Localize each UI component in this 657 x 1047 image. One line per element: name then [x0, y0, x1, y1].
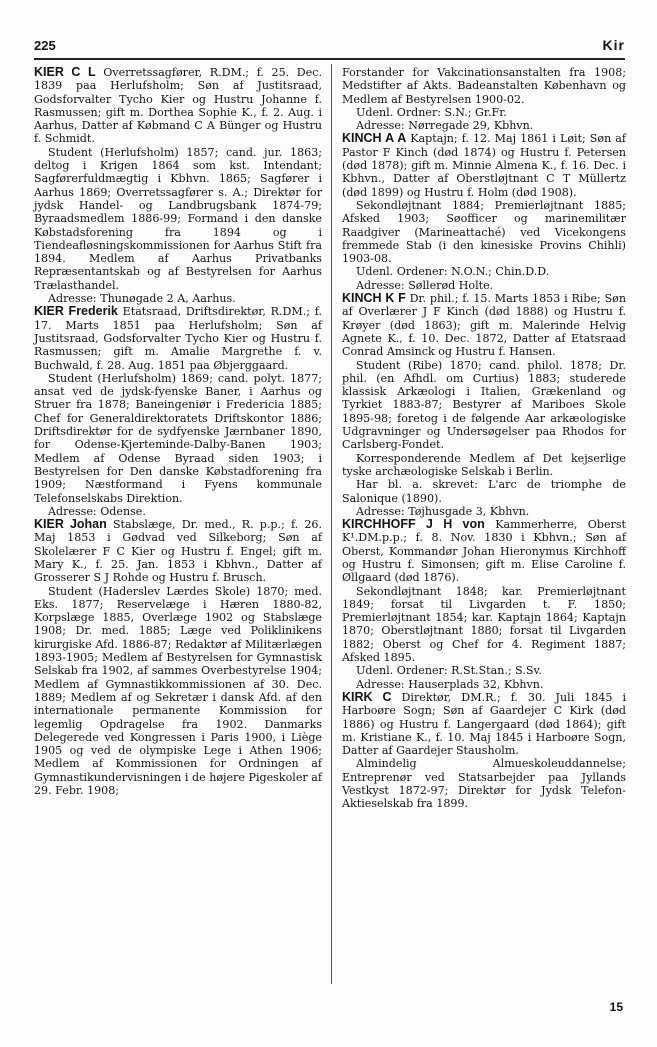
entry-kier-c-l	[34, 66, 322, 305]
entry-address: Adresse: Søllerød Holte.	[356, 278, 494, 292]
entry-text: Dr. phil.; f. 15. Marts 1853 i Ribe; Søn af Overlærer J F Kinch (død 1888) og Hustru f. Krøyer (død 1863); gift m. Malerinde Helvig Agnete K., f. 10. Dec. 1872, Datter af Etatsraad Conrad Amsinck og Hustru f. Hansen.	[342, 292, 626, 359]
entry-kier-frederik	[34, 305, 322, 518]
entry-kinch-k-f	[342, 292, 626, 518]
entry-text: Stabslæge, Dr. med., R. p.p.; f. 26. Maj 1853 i Gødvad ved Silkeborg; Søn af Skolelærer F C Kier og Hustru f. Engel; gift m. Mary K., f. 25. Jan. 1853 i Kbhvn., Datter af Grosserer S J Rohde og Hustru f. Brusch.	[34, 518, 322, 585]
left-column	[34, 66, 322, 797]
entry-address: Adresse: Tøjhusgade 3, Kbhvn.	[356, 504, 530, 518]
entry-orders: Udenl. Ordener: R.St.Stan.; S.Sv.	[356, 664, 542, 678]
entry-name: KIRK C	[342, 689, 392, 704]
entry-text: Overretssagfører, R.DM.; f. 25. Dec. 1839 paa Herlufsholm; Søn af Justitsraad, Godsforvalter Tycho Kier og Hustru Johanne f. Rasmussen; gift m. Dorthea Sophie K., f. 2. Aug. i Aarhus, Datter af Købmand C A Bünger og Hustru f. Schmidt.	[34, 66, 322, 146]
entry-kinch-a-a	[342, 132, 626, 292]
entry-kier-johan	[34, 518, 322, 797]
entry-address: Adresse: Hauserplads 32, Kbhvn.	[356, 677, 544, 691]
entry-text: Har bl. a. skrevet: L'arc de triomphe de Salonique (1890).	[342, 478, 626, 505]
entry-kirchhoff	[342, 518, 626, 691]
entry-text: Student (Herlufsholm) 1869; cand. polyt. 1877; ansat ved de jydsk-fyenske Baner, i Aarhus og Struer fra 1878; Baneingeniør i Fredericia 1885; Chef for Generaldirektoratets Driftskontor 1886; Driftsdirektør for de sydfyenske Jærnbaner 1890, for Odense-Kjerteminde-Dalby-Banen 1903; Medlem af Odense Byraad siden 1903; i Bestyrelsen for Den danske Købstadforening fra 1909; Næstformand i Fyens kommunale Telefonselskabs Direktion.	[34, 371, 322, 505]
entry-text: Forstander for Vakcinationsanstalten fra 1908; Medstifter af Akts. Badeanstalten København og Medlem af Bestyrelsen 1900-02.	[342, 66, 626, 106]
entry-text: Kaptajn; f. 12. Maj 1861 i Løit; Søn af Pastor F Kinch (død 1874) og Hustru f. Petersen (død 1878); gift m. Minnie Almena K., f. 16. Dec. i Kbhvn., Datter af Oberstløjtnant C T Müllertz (død 1899) og Hustru f. Holm (død 1908).	[342, 132, 626, 199]
right-column	[342, 66, 626, 811]
running-head-word: Kir	[602, 37, 625, 53]
entry-kier-johan-continued	[342, 66, 626, 132]
entry-address: Adresse: Odense.	[48, 504, 146, 518]
entry-text: Korresponderende Medlem af Det kejserlige tyske archæologiske Selskab i Berlin.	[342, 451, 626, 478]
entry-text: Etatsraad, Driftsdirektør, R.DM.; f. 17. Marts 1851 paa Herlufsholm; Søn af Justitsraad, Godsforvalter Tycho Kier og Hustru f. Rasmussen; gift m. Amalie Margrethe f. v. Buchwald, f. 28. Aug. 1851 paa Øbjerggaard.	[34, 305, 322, 372]
entry-name: KIER Johan	[34, 517, 107, 532]
entry-text: Sekondløjtnant 1848; kar. Premierløjtnant 1849; forsat til Livgarden t. F. 1850; Premierløjtnant 1854; kar. Kaptajn 1864; Kaptajn 1870; Oberstløjtnant 1880; forsat til Livgarden 1882; Oberst og Chef for 4. Regiment 1887; Afsked 1895.	[342, 584, 626, 665]
entry-text: Kammerherre, Oberst K¹.DM.p.p.; f. 8. Nov. 1830 i Kbhvn.; Søn af Oberst, Kommandør Johan Hieronymus Kirchhoff og Hustru f. Simonsen; gift m. Elise Caroline f. Øllgaard (død 1876).	[342, 518, 627, 585]
entry-text: Almindelig Almueskoleuddannelse; Entreprenør ved Statsarbejder paa Jyllands Vestkyst 1872-97; Direktør for Jydsk Telefon-Aktieselskab fra 1899.	[342, 757, 626, 811]
entry-name: KIER C L	[34, 65, 96, 79]
entry-orders: Udenl. Ordener: N.O.N.; Chin.D.D.	[356, 265, 550, 279]
entry-text: Sekondløjtnant 1884; Premierløjtnant 1885; Afsked 1903; Søofficer og marinemilitær Raadgiver (Marineattaché) ved Vicekongens fremmede Stab (i den kinesiske Provins Chihli) 1903-08.	[342, 198, 626, 266]
running-header	[34, 36, 625, 60]
entry-name: KIRCHHOFF J H von	[342, 517, 485, 532]
column-divider	[331, 64, 332, 984]
entry-text: Student (Ribe) 1870; cand. philol. 1878; Dr. phil. (en Afhdl. om Curtius) 1883; studerede klassisk Arkæologi i Italien, Grækenland og Tyrkiet 1883-87; Bestyrer af Mariboes Skole 1895-98; foretog i de følgende Aar arkæologiske Udgravninger og Undersøgelser paa Rhodos for Carlsberg-Fondet.	[342, 358, 626, 452]
entry-address: Adresse: Nørregade 29, Kbhvn.	[356, 119, 534, 133]
entry-name: KINCH A A	[342, 131, 407, 146]
entry-text: Student (Haderslev Lærdes Skole) 1870; med. Eks. 1877; Reservelæge i Hæren 1880-82, Korpslæge 1885, Overlæge 1902 og Stabslæge 1908; Dr. med. 1885; Læge ved Poliklinikens kirurgiske Afd. 1886-87; Redaktør af Militærlægen 1893-1905; Medlem af Bestyrelsen for Gymnastisk Selskab fra 1902, af sammes Overbestyrelse 1904; Medlem af Gymnastikkommissionen af 30. Dec. 1889; Medlem af og Sekretær i dansk Afd. af den internationale permanente Kommission for legemlig Opdragelse fra 1902. Danmarks Delegerede ved Kongressen i Paris 1900, i Liège 1905 og ved de olympiske Lege i Athen 1906; Medlem af Kommissionen for Ordningen af Gymnastikundervisningen i de højere Pigeskoler af 29. Febr. 1908;	[34, 584, 322, 798]
signature-mark: 15	[609, 1000, 623, 1014]
page-number: 225	[34, 38, 56, 53]
entry-kirk-c	[342, 691, 626, 811]
entry-name: KINCH K F	[342, 291, 406, 306]
entry-name: KIER Frederik	[34, 304, 118, 319]
entry-orders: Udenl. Ordner: S.N.; Gr.Fr.	[356, 105, 507, 119]
entry-text: Student (Herlufsholm) 1857; cand. jur. 1863; deltog i Krigen 1864 som kst. Intendant; Sagførerfuldmægtig i Kbhvn. 1865; Sagfører i Aarhus 1869; Overretssagfører s. A.; Direktør for jydsk Handel- og Landbrugsbank 1874-79; Byraadsmedlem 1886-99; Formand i den danske Købstadsforening fra 1894 og i Tiendeafløsningskommissionen for Aarhus Stift fra 1894. Medlem af Aarhus Privatbanks Repræsentantskab og af Bestyrelsen for Aarhus Trælasthandel.	[34, 145, 322, 292]
entry-text: Direktør, DM.R.; f. 30. Juli 1845 i Harboøre Sogn; Søn af Gaardejer C Kirk (død 1886) og Hustru f. Langergaard (død 1864); gift m. Kristiane K., f. 10. Maj 1845 i Harboøre Sogn, Datter af Gaardejer Stausholm.	[342, 690, 627, 758]
entry-address: Adresse: Thunøgade 2 A, Aarhus.	[48, 292, 236, 306]
